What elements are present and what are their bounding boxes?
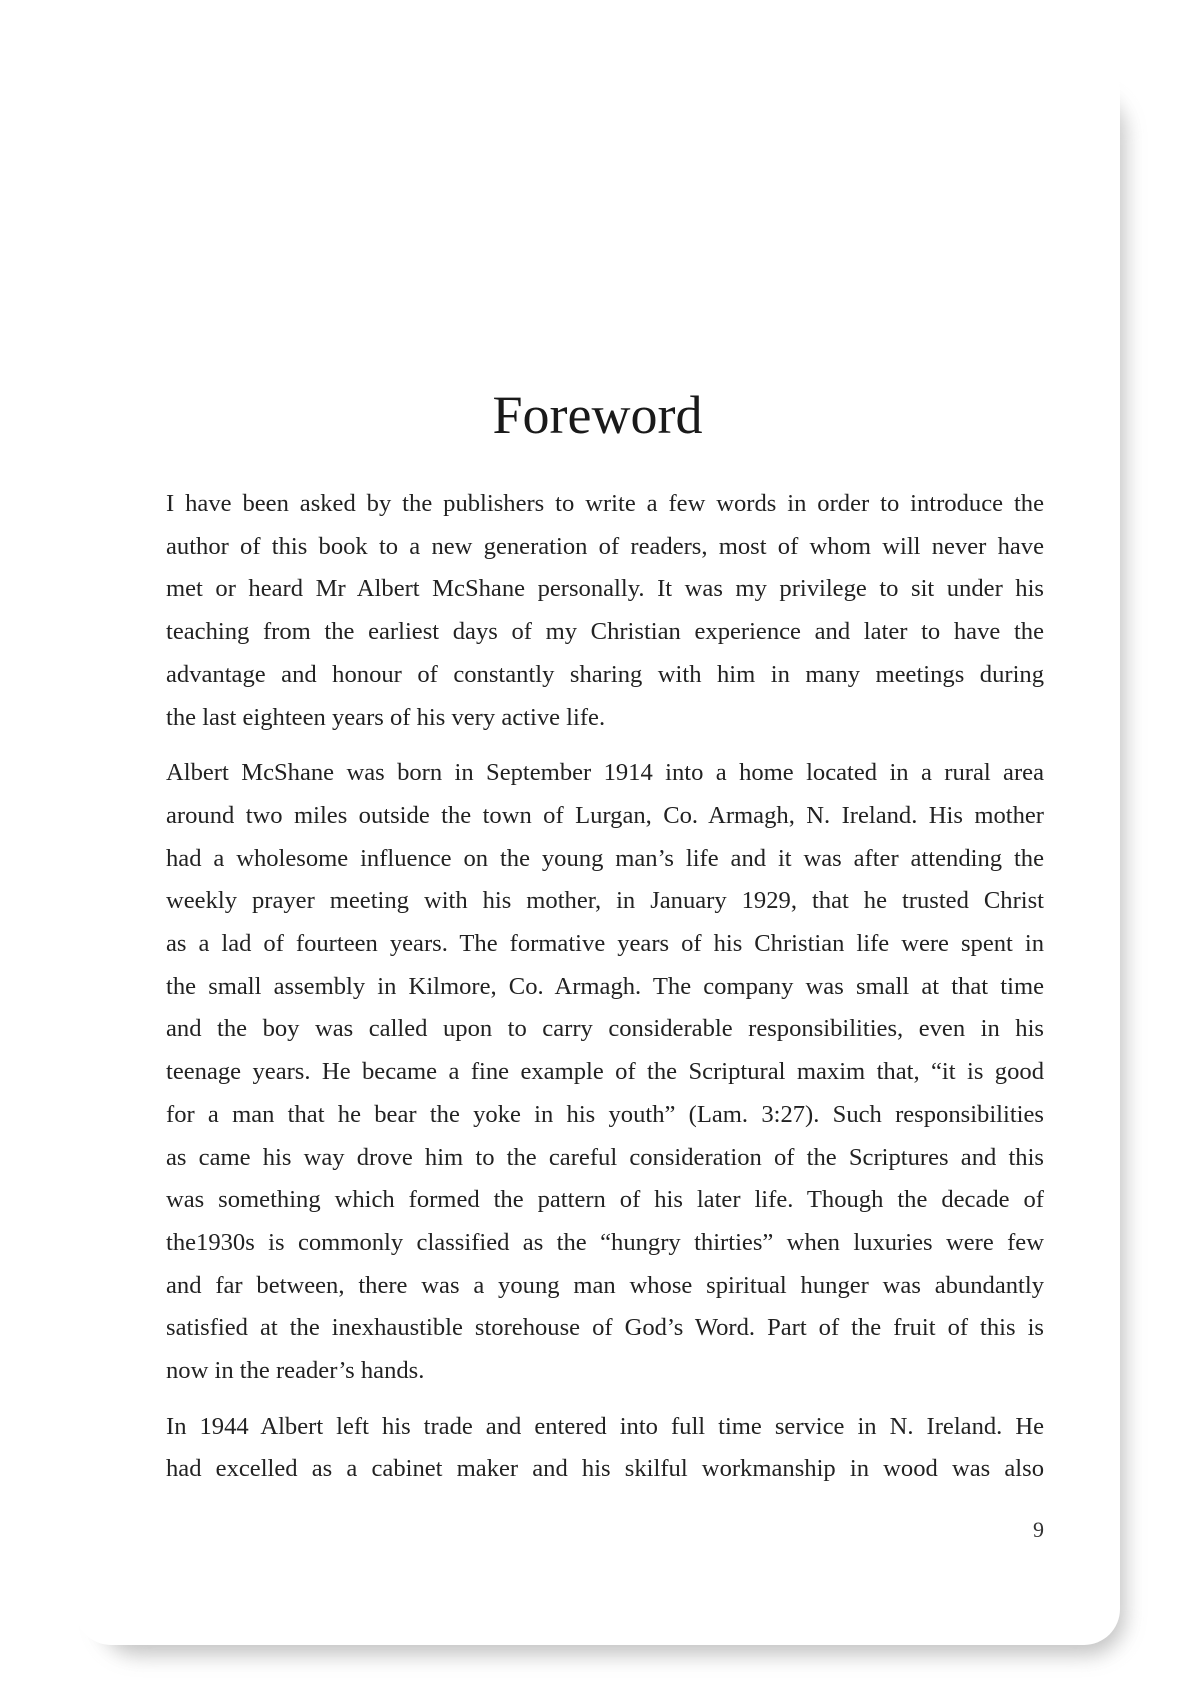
text-line: satisfied at the inexhaustible storehouse of God’s Word. Part of the fruit of this is (166, 1314, 1044, 1342)
text-line: as came his way drove him to the careful consideration of the Scriptures and this (166, 1143, 1044, 1171)
text-line: had a wholesome influence on the young man’s life and it was after attending the (166, 844, 1044, 872)
body-text (166, 483, 1044, 1504)
text-line: for a man that he bear the yoke in his youth” (Lam. 3:27). Such responsibilities (166, 1100, 1044, 1128)
paragraph-3 (166, 1406, 1044, 1491)
text-line: and the boy was called upon to carry considerable responsibilities, even in his (166, 1015, 1044, 1043)
text-line: had excelled as a cabinet maker and his skilful workmanship in wood was also (166, 1455, 1044, 1483)
text-line: weekly prayer meeting with his mother, in January 1929, that he trusted Christ (166, 887, 1044, 915)
text-line: teaching from the earliest days of my Christian experience and later to have the (166, 618, 1044, 646)
text-line: the small assembly in Kilmore, Co. Armagh. The company was small at that time (166, 972, 1044, 1000)
text-line: Albert McShane was born in September 1914 into a home located in a rural area (166, 759, 1044, 787)
text-line: and far between, there was a young man whose spiritual hunger was abundantly (166, 1271, 1044, 1299)
text-line: I have been asked by the publishers to write a few words in order to introduce the (166, 490, 1044, 517)
text-line: author of this book to a new generation of readers, most of whom will never have (166, 532, 1044, 560)
book-page (75, 55, 1120, 1645)
text-line: met or heard Mr Albert McShane personally. It was my privilege to sit under his (166, 575, 1044, 603)
text-line: was something which formed the pattern of his later life. Though the decade of (166, 1186, 1044, 1214)
chapter-title: Foreword (492, 385, 703, 445)
text-line: now in the reader’s hands. (166, 1357, 425, 1385)
text-line: advantage and honour of constantly sharing with him in many meetings during (166, 660, 1044, 688)
page-number: 9 (1033, 1517, 1044, 1542)
text-line: teenage years. He became a fine example of the Scriptural maxim that, “it is good (166, 1058, 1044, 1086)
paragraph-2 (166, 752, 1044, 1393)
text-line: the1930s is commonly classified as the “hungry thirties” when luxuries were few (166, 1228, 1044, 1256)
paragraph-1 (166, 483, 1044, 739)
text-line: In 1944 Albert left his trade and entered into full time service in N. Ireland. He (166, 1412, 1044, 1440)
text-line: around two miles outside the town of Lurgan, Co. Armagh, N. Ireland. His mother (166, 801, 1044, 829)
text-line: the last eighteen years of his very active life. (166, 703, 606, 731)
text-line: as a lad of fourteen years. The formative years of his Christian life were spent in (166, 930, 1044, 958)
